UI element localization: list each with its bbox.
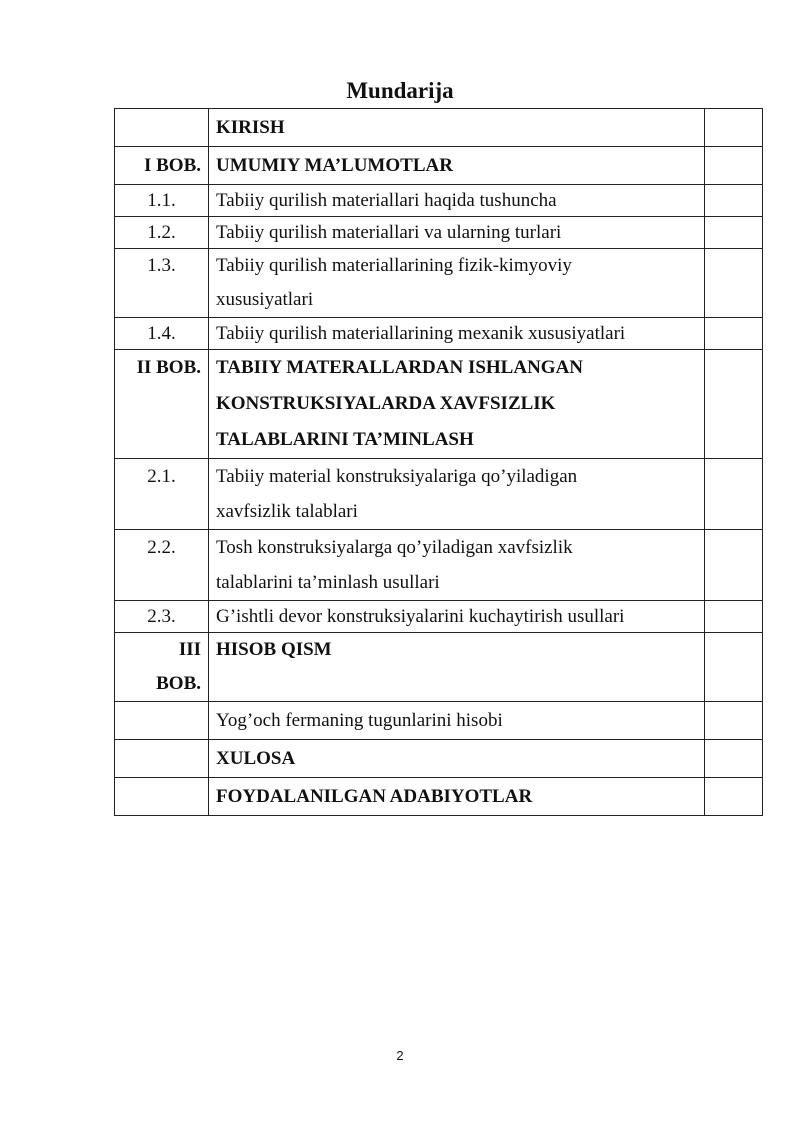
section-title: Tabiiy qurilish materiallari va ularning turlari [209,217,705,249]
table-row [115,702,763,740]
section-number: 1.3. [115,249,209,318]
table-row [115,217,763,249]
page-cell [705,249,763,318]
section-number: 2.2. [115,530,209,601]
section-number [115,778,209,816]
section-title: UMUMIY MA’LUMOTLAR [209,147,705,185]
page-cell [705,740,763,778]
section-number: 1.2. [115,217,209,249]
table-row [115,318,763,350]
section-title: Tabiiy material konstruksiyalariga qo’yiladigan xavfsizlik talablari [209,459,705,530]
page-cell [705,318,763,350]
section-title: KIRISH [209,109,705,147]
table-row [115,530,763,601]
page-cell [705,530,763,601]
section-number [115,702,209,740]
section-title: FOYDALANILGAN ADABIYOTLAR [209,778,705,816]
section-number [115,109,209,147]
table-row [115,601,763,633]
table-row [115,740,763,778]
section-title: XULOSA [209,740,705,778]
page-cell [705,702,763,740]
section-number: I BOB. [115,147,209,185]
page-number: 2 [396,1048,404,1063]
section-number: 2.1. [115,459,209,530]
table-row [115,459,763,530]
section-title: Tabiiy qurilish materiallari haqida tushuncha [209,185,705,217]
table-row [115,350,763,459]
page-cell [705,109,763,147]
table-row [115,249,763,318]
section-title: HISOB QISM [209,633,705,702]
table-row [115,778,763,816]
section-title: Tosh konstruksiyalarga qo’yiladigan xavfsizlik talablarini ta’minlash usullari [209,530,705,601]
section-title: TABIIY MATERALLARDAN ISHLANGAN KONSTRUKSIYALARDA XAVFSIZLIK TALABLARINI TA’MINLASH [209,350,705,459]
section-number: 1.1. [115,185,209,217]
page-title: Mundarija [346,78,454,103]
page-cell [705,217,763,249]
section-number: 1.4. [115,318,209,350]
section-title: G’ishtli devor konstruksiyalarini kuchaytirish usullari [209,601,705,633]
section-title: Tabiiy qurilish materiallarining fizik-kimyoviy xususiyatlari [209,249,705,318]
section-title: Yog’och fermaning tugunlarini hisobi [209,702,705,740]
section-title: Tabiiy qurilish materiallarining mexanik xususiyatlari [209,318,705,350]
section-number: 2.3. [115,601,209,633]
page-cell [705,185,763,217]
page-cell [705,350,763,459]
section-number [115,740,209,778]
page-cell [705,147,763,185]
table-row [115,147,763,185]
page-cell [705,459,763,530]
page-cell [705,601,763,633]
table-of-contents [114,108,763,816]
table-row [115,109,763,147]
table-row [115,185,763,217]
section-number: III BOB. [115,633,209,702]
page-cell [705,778,763,816]
section-number: II BOB. [115,350,209,459]
table-row [115,633,763,702]
page-cell [705,633,763,702]
